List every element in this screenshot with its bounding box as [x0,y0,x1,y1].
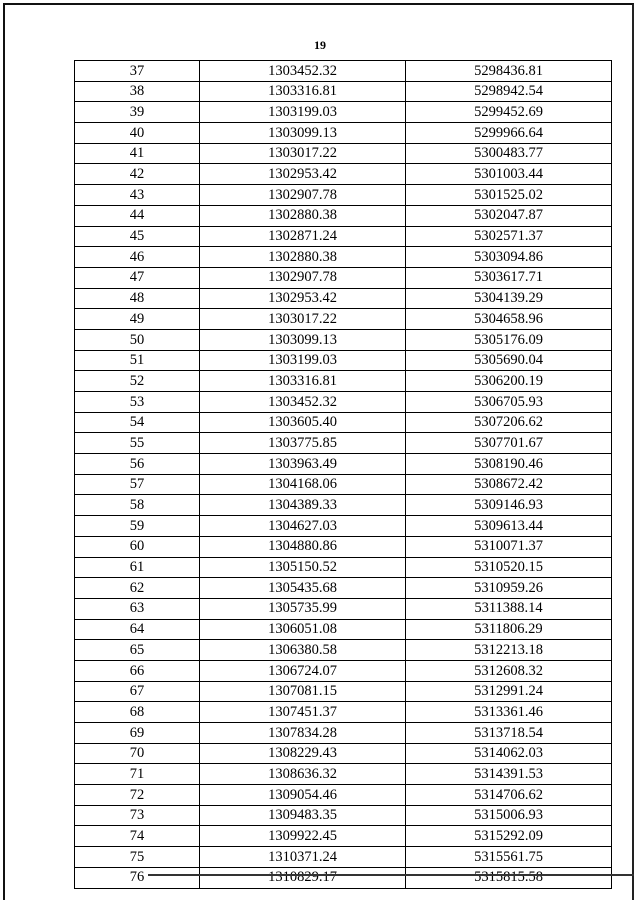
x-coordinate-cell: 1303963.49 [200,454,406,475]
table-row [75,205,612,226]
y-coordinate-cell: 5312608.32 [406,660,612,681]
y-coordinate-cell: 5302571.37 [406,226,612,247]
table-row [75,495,612,516]
point-number-cell: 70 [75,743,200,764]
y-coordinate-cell: 5298942.54 [406,81,612,102]
point-number-cell: 54 [75,412,200,433]
table-row [75,143,612,164]
table-row [75,267,612,288]
y-coordinate-cell: 5304658.96 [406,309,612,330]
table-row [75,226,612,247]
point-number-cell: 61 [75,557,200,578]
table-row [75,185,612,206]
y-coordinate-cell: 5298436.81 [406,61,612,82]
point-number-cell: 51 [75,350,200,371]
point-number-cell: 39 [75,102,200,123]
y-coordinate-cell: 5312991.24 [406,681,612,702]
x-coordinate-cell: 1304168.06 [200,474,406,495]
point-number-cell: 59 [75,516,200,537]
x-coordinate-cell: 1309483.35 [200,805,406,826]
x-coordinate-cell: 1303316.81 [200,371,406,392]
table-row [75,516,612,537]
x-coordinate-cell: 1305150.52 [200,557,406,578]
table-row [75,536,612,557]
x-coordinate-cell: 1302907.78 [200,185,406,206]
x-coordinate-cell: 1306724.07 [200,660,406,681]
point-number-cell: 57 [75,474,200,495]
y-coordinate-cell: 5310071.37 [406,536,612,557]
table-row [75,702,612,723]
x-coordinate-cell: 1304627.03 [200,516,406,537]
x-coordinate-cell: 1308229.43 [200,743,406,764]
x-coordinate-cell: 1303199.03 [200,102,406,123]
coordinates-table [74,60,612,889]
table-row [75,309,612,330]
y-coordinate-cell: 5309146.93 [406,495,612,516]
bottom-rule [148,874,634,876]
y-coordinate-cell: 5315815.58 [406,867,612,888]
table-row [75,454,612,475]
y-coordinate-cell: 5313718.54 [406,723,612,744]
y-coordinate-cell: 5299966.64 [406,123,612,144]
table-row [75,61,612,82]
x-coordinate-cell: 1303199.03 [200,350,406,371]
point-number-cell: 74 [75,826,200,847]
y-coordinate-cell: 5309613.44 [406,516,612,537]
x-coordinate-cell: 1303605.40 [200,412,406,433]
y-coordinate-cell: 5315006.93 [406,805,612,826]
table-row [75,433,612,454]
table-row [75,392,612,413]
y-coordinate-cell: 5314391.53 [406,764,612,785]
point-number-cell: 53 [75,392,200,413]
x-coordinate-cell: 1307451.37 [200,702,406,723]
table-row [75,660,612,681]
y-coordinate-cell: 5307206.62 [406,412,612,433]
table-row [75,557,612,578]
y-coordinate-cell: 5313361.46 [406,702,612,723]
y-coordinate-cell: 5311388.14 [406,598,612,619]
y-coordinate-cell: 5302047.87 [406,205,612,226]
y-coordinate-cell: 5315292.09 [406,826,612,847]
page-number: 19 [314,38,326,52]
table-row [75,847,612,868]
y-coordinate-cell: 5301003.44 [406,164,612,185]
point-number-cell: 73 [75,805,200,826]
x-coordinate-cell: 1303099.13 [200,123,406,144]
x-coordinate-cell: 1303017.22 [200,309,406,330]
point-number-cell: 58 [75,495,200,516]
y-coordinate-cell: 5305690.04 [406,350,612,371]
point-number-cell: 65 [75,640,200,661]
table-row [75,164,612,185]
table-row [75,743,612,764]
point-number-cell: 69 [75,723,200,744]
x-coordinate-cell: 1309922.45 [200,826,406,847]
point-number-cell: 38 [75,81,200,102]
point-number-cell: 41 [75,143,200,164]
x-coordinate-cell: 1303316.81 [200,81,406,102]
y-coordinate-cell: 5304139.29 [406,288,612,309]
table-row [75,640,612,661]
point-number-cell: 46 [75,247,200,268]
table-row [75,578,612,599]
x-coordinate-cell: 1303017.22 [200,143,406,164]
table-row [75,785,612,806]
point-number-cell: 45 [75,226,200,247]
coordinates-table-body [75,61,612,889]
table-row [75,619,612,640]
y-coordinate-cell: 5301525.02 [406,185,612,206]
x-coordinate-cell: 1302907.78 [200,267,406,288]
point-number-cell: 52 [75,371,200,392]
x-coordinate-cell: 1307081.15 [200,681,406,702]
table-row [75,681,612,702]
x-coordinate-cell: 1303452.32 [200,61,406,82]
y-coordinate-cell: 5314706.62 [406,785,612,806]
y-coordinate-cell: 5308672.42 [406,474,612,495]
y-coordinate-cell: 5314062.03 [406,743,612,764]
x-coordinate-cell: 1303775.85 [200,433,406,454]
x-coordinate-cell: 1302953.42 [200,164,406,185]
y-coordinate-cell: 5306200.19 [406,371,612,392]
table-row [75,723,612,744]
y-coordinate-cell: 5315561.75 [406,847,612,868]
point-number-cell: 76 [75,867,200,888]
x-coordinate-cell: 1302871.24 [200,226,406,247]
point-number-cell: 47 [75,267,200,288]
x-coordinate-cell: 1303099.13 [200,329,406,350]
x-coordinate-cell: 1310371.24 [200,847,406,868]
point-number-cell: 68 [75,702,200,723]
point-number-cell: 43 [75,185,200,206]
table-row [75,412,612,433]
x-coordinate-cell: 1310829.17 [200,867,406,888]
x-coordinate-cell: 1306380.58 [200,640,406,661]
table-row [75,123,612,144]
table-row [75,102,612,123]
point-number-cell: 42 [75,164,200,185]
table-row [75,474,612,495]
point-number-cell: 60 [75,536,200,557]
x-coordinate-cell: 1303452.32 [200,392,406,413]
x-coordinate-cell: 1309054.46 [200,785,406,806]
point-number-cell: 72 [75,785,200,806]
x-coordinate-cell: 1302880.38 [200,205,406,226]
table-row [75,826,612,847]
point-number-cell: 44 [75,205,200,226]
x-coordinate-cell: 1305435.68 [200,578,406,599]
y-coordinate-cell: 5311806.29 [406,619,612,640]
table-row [75,350,612,371]
table-row [75,598,612,619]
point-number-cell: 66 [75,660,200,681]
y-coordinate-cell: 5300483.77 [406,143,612,164]
y-coordinate-cell: 5303094.86 [406,247,612,268]
table-row [75,288,612,309]
x-coordinate-cell: 1302953.42 [200,288,406,309]
point-number-cell: 75 [75,847,200,868]
x-coordinate-cell: 1305735.99 [200,598,406,619]
point-number-cell: 49 [75,309,200,330]
table-row [75,867,612,888]
point-number-cell: 67 [75,681,200,702]
table-row [75,764,612,785]
x-coordinate-cell: 1304389.33 [200,495,406,516]
x-coordinate-cell: 1304880.86 [200,536,406,557]
table-row [75,371,612,392]
y-coordinate-cell: 5310959.26 [406,578,612,599]
y-coordinate-cell: 5308190.46 [406,454,612,475]
y-coordinate-cell: 5312213.18 [406,640,612,661]
x-coordinate-cell: 1307834.28 [200,723,406,744]
table-row [75,805,612,826]
table-row [75,247,612,268]
point-number-cell: 55 [75,433,200,454]
y-coordinate-cell: 5299452.69 [406,102,612,123]
point-number-cell: 56 [75,454,200,475]
x-coordinate-cell: 1302880.38 [200,247,406,268]
point-number-cell: 64 [75,619,200,640]
point-number-cell: 48 [75,288,200,309]
point-number-cell: 62 [75,578,200,599]
point-number-cell: 63 [75,598,200,619]
point-number-cell: 71 [75,764,200,785]
y-coordinate-cell: 5303617.71 [406,267,612,288]
point-number-cell: 50 [75,329,200,350]
table-row [75,81,612,102]
table-row [75,329,612,350]
y-coordinate-cell: 5305176.09 [406,329,612,350]
x-coordinate-cell: 1308636.32 [200,764,406,785]
y-coordinate-cell: 5307701.67 [406,433,612,454]
x-coordinate-cell: 1306051.08 [200,619,406,640]
point-number-cell: 40 [75,123,200,144]
y-coordinate-cell: 5310520.15 [406,557,612,578]
y-coordinate-cell: 5306705.93 [406,392,612,413]
point-number-cell: 37 [75,61,200,82]
